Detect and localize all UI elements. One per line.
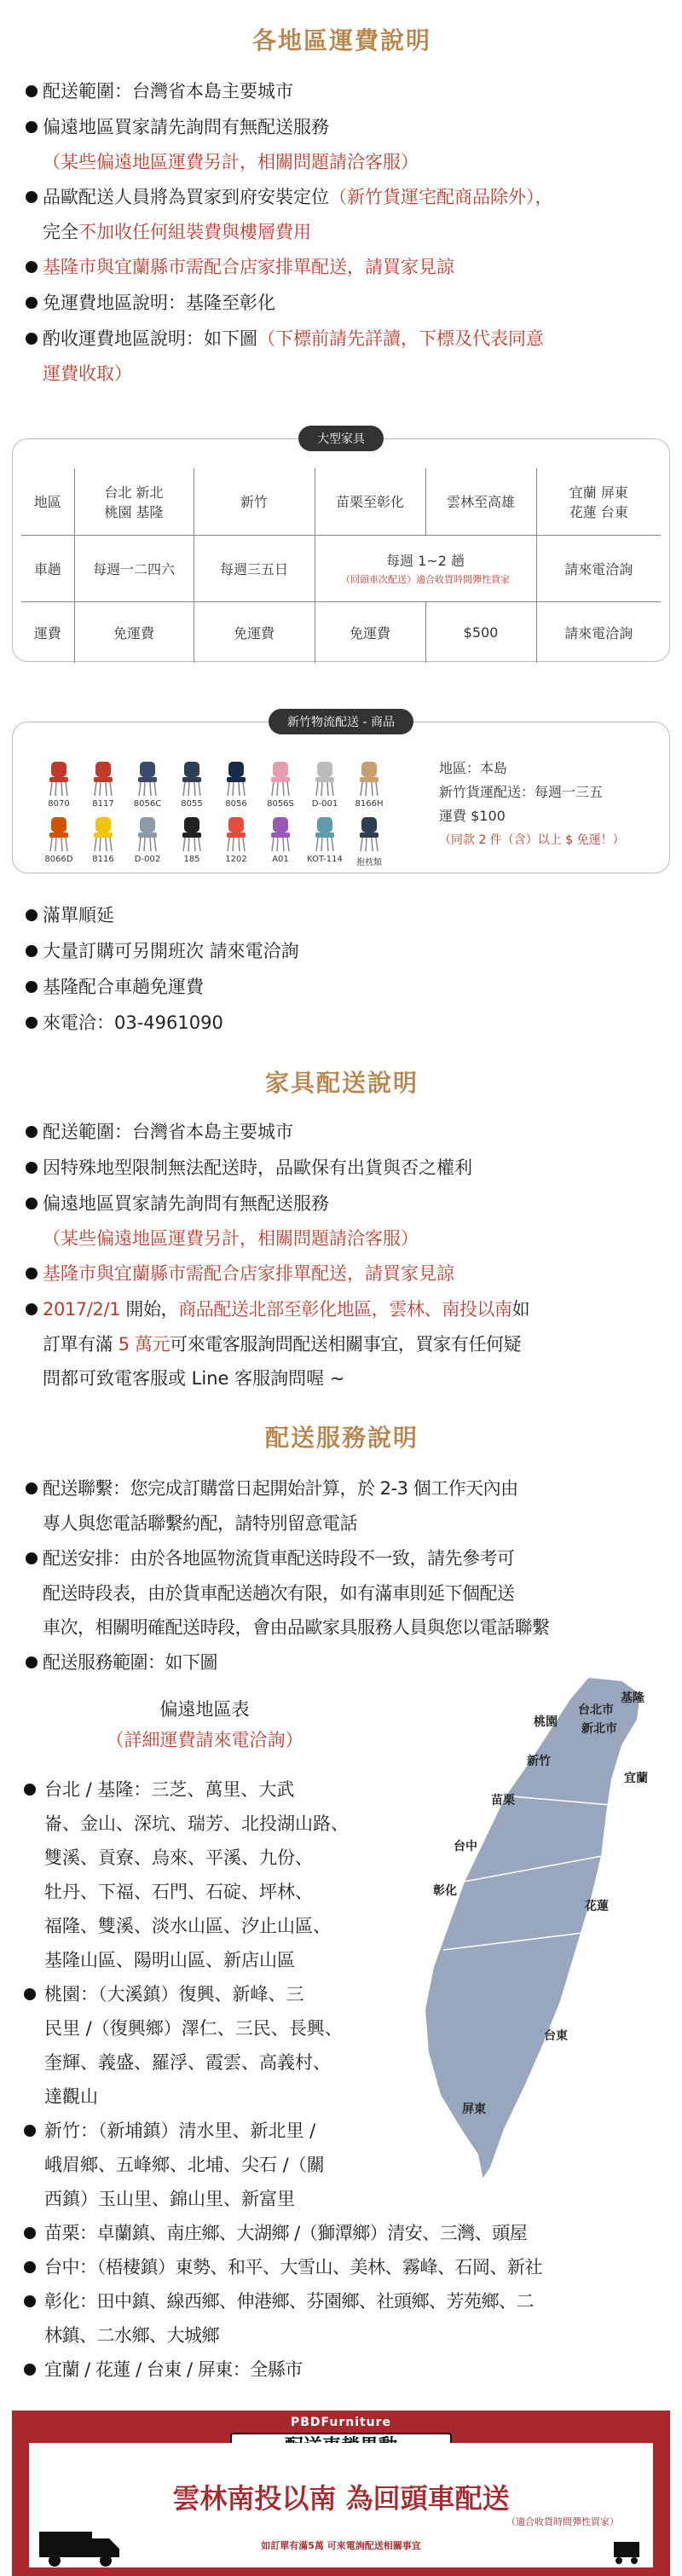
chair-icon (223, 760, 249, 798)
chair-code: 8070 (48, 799, 70, 809)
service-section (22, 1419, 662, 1680)
large-furniture-pill: 大型家具 (298, 426, 384, 451)
chair-code: 8116 (92, 855, 114, 864)
map-label-changhua: 彰化 (433, 1884, 457, 1898)
fd-item-terrain: 因特殊地型限制無法配送時，品歐保有出貨與否之權利 (22, 1150, 662, 1186)
charged-text-red: （下標前請先詳讀，下標及代表同意 (257, 328, 544, 349)
remote-taoyuan-line1: 桃園：（大溪鎮）復興、新峰、三 (22, 1977, 423, 2011)
fee-table-fees (21, 601, 661, 663)
header-miaoli: 苗栗至彰化 (315, 468, 425, 535)
map-label-hsinchu: 新竹 (527, 1755, 551, 1768)
chair-item (258, 815, 303, 867)
chair-code: 8117 (92, 799, 114, 809)
fee-table (21, 468, 661, 663)
chair-code: 抱枕類 (356, 858, 382, 867)
remote-taichung: 台中：（梧棲鎮）東勢、和平、大雪山、美林、霧峰、石岡、新社 (22, 2250, 662, 2284)
chair-item (214, 760, 258, 809)
fee-miaoli: 免運費 (315, 601, 425, 663)
misc-list (22, 897, 662, 1041)
chair-icon (312, 815, 338, 853)
remote-taipei-line4: 牡丹、下福、石門、石碇、坪林、 (44, 1882, 313, 1902)
service-item-contact: 配送聯繫：您完成訂購當日起開始計算，於 2-3 個工作天內由 (22, 1471, 662, 1506)
chair-item (303, 815, 347, 867)
fd-item-range: 配送範圍：台灣省本島主要城市 (22, 1114, 662, 1150)
chair-icon (179, 815, 205, 853)
fd-south: 商品配送北部至彰化地區，雲林、南投以南 (178, 1299, 512, 1320)
chair-item (125, 815, 170, 867)
shipping-section (22, 22, 662, 391)
chair-icon (46, 760, 72, 798)
chair-code: 185 (183, 855, 200, 864)
remote-changhua: 彰化：田中鎮、線西鄉、伸港鄉、芬園鄉、社頭鄉、芳苑鄉、二 (22, 2284, 662, 2318)
chair-item (214, 815, 258, 867)
banner-main: 雲林南投以南 為回頭車配送 (172, 2482, 510, 2515)
chair-item (37, 815, 81, 867)
chair-icon (268, 760, 293, 798)
hsinchu-schedule: 新竹貨運配送：每週一三五 (439, 784, 604, 800)
hsinchu-info (439, 757, 625, 852)
shipping-item-free: 免運費地區說明：基隆至彰化 (22, 285, 662, 321)
fd-item-keelung: 基隆市與宜蘭縣市需配合店家排單配送，請買家見諒 (22, 1256, 662, 1291)
shipping-item-charged (22, 321, 662, 357)
fee-table-trips (21, 535, 661, 601)
service-item-range: 配送服務範圍：如下圖 (22, 1645, 662, 1680)
banner-note: （適合收貨時間彈性買家） (506, 2516, 619, 2527)
shipping-item-remote-note: （某些偏遠地區運費另計，相關問題請洽客服） (43, 152, 419, 172)
banner-foot: 如訂單有滿5萬 可來電詢配送相關事宜 (261, 2540, 421, 2551)
service-list (22, 1471, 662, 1680)
chair-icon (135, 760, 160, 798)
furniture-delivery-title: 家具配送說明 (264, 1069, 419, 1097)
misc-item-keelung: 基隆配合車趟免運費 (22, 969, 662, 1005)
map-label-taoyuan: 桃園 (534, 1715, 558, 1729)
chair-item (170, 760, 214, 809)
shipping-title: 各地區運費說明 (251, 26, 431, 55)
shipping-list (22, 73, 662, 391)
chair-grid (37, 760, 403, 867)
fee-label: 運費 (21, 601, 74, 663)
fd-item-remote: 偏遠地區買家請先詢問有無配送服務 (22, 1186, 662, 1221)
fee-hsinchu: 免運費 (194, 601, 315, 663)
remote-taipei-line5: 福隆、雙溪、淡水山區、汐止山區、 (44, 1916, 331, 1936)
trips-north: 每週一二四六 (74, 535, 194, 601)
truck-icon (38, 2525, 123, 2567)
banner-inner (29, 2443, 653, 2567)
shipping-item-range: 配送範圍：台灣省本島主要城市 (22, 73, 662, 109)
chair-item (303, 760, 347, 809)
chair-item (81, 815, 125, 867)
remote-taipei-line2: 崙、金山、深坑、瑞芳、北投湖山路、 (44, 1813, 349, 1834)
delivery-change-banner (12, 2411, 670, 2576)
trips-label: 車趟 (21, 535, 74, 601)
chair-icon (312, 760, 338, 798)
fd-item-2017 (22, 1291, 662, 1327)
chair-item (81, 760, 125, 809)
fd-start: 開始， (120, 1299, 179, 1320)
hsinchu-fee: 運費 $100 (439, 808, 506, 824)
shipping-item-keelung: 基隆市與宜蘭縣市需配合店家排單配送，請買家見諒 (22, 249, 662, 285)
chair-icon (179, 760, 205, 798)
chair-item (347, 815, 391, 867)
remote-miaoli: 苗栗：卓蘭鎮、南庄鄉、大湖鄉 /（獅潭鄉）清安、三灣、頭屋 (22, 2216, 662, 2250)
chair-icon (268, 815, 293, 853)
chair-item (125, 760, 170, 809)
chair-item (347, 760, 391, 809)
fd-line2-post: 可來電客服詢問配送相關事宜，買家有任何疑 (170, 1334, 522, 1355)
chair-code: 8056S (267, 799, 294, 809)
chair-code: D-001 (311, 799, 338, 809)
map-label-taichung: 台中 (454, 1840, 477, 1854)
taiwan-map (409, 1668, 665, 2197)
shipping-item-remote: 偏遠地區買家請先詢問有無配送服務 (22, 109, 662, 145)
map-label-taitung: 台東 (544, 2029, 568, 2043)
fee-yunlin: $500 (425, 601, 536, 663)
hsinchu-panel (12, 716, 670, 873)
chair-code: 8056C (133, 799, 162, 809)
banner-brand: PBDFurniture (290, 2416, 392, 2429)
remote-subtitle: （詳細運費請來電洽詢） (106, 1730, 303, 1750)
map-label-miaoli: 苗栗 (491, 1794, 515, 1807)
chair-code: 1202 (225, 855, 247, 864)
chair-code: A01 (272, 855, 289, 864)
misc-item-delay: 滿單順延 (22, 897, 662, 933)
fd-item-remote-note: （某些偏遠地區運費另計，相關問題請洽客服） (43, 1228, 419, 1249)
remote-block-taipei (22, 1772, 423, 1977)
shipping-item-install (22, 179, 662, 215)
chair-code: 8055 (181, 799, 203, 809)
remote-taoyuan-line2: 民里 /（復興鄉）澤仁、三民、長興、 (44, 2018, 343, 2039)
map-label-pingtung: 屏東 (462, 2103, 486, 2116)
service-item-arrange-note2: 車次，相關明確配送時段，會由品歐家具服務人員與您以電話聯繫 (43, 1617, 550, 1638)
remote-hsinchu-line3: 西鎮）玉山里、錦山里、新富里 (44, 2189, 295, 2209)
header-hsinchu: 新竹 (194, 468, 315, 535)
remote-taoyuan-line4: 達觀山 (44, 2086, 98, 2107)
chair-code: 8056 (225, 799, 247, 809)
header-yunlin: 雲林至高雄 (425, 468, 536, 535)
misc-item-bulk: 大量訂購可另開班次 請來電洽詢 (22, 933, 662, 969)
chair-code: D-002 (134, 855, 161, 864)
remote-list (22, 1772, 423, 2216)
trips-central (315, 535, 536, 601)
remote-block-hsinchu (22, 2114, 423, 2216)
remote-taoyuan-line3: 奎輝、義盛、羅浮、霞雲、高義村、 (44, 2052, 331, 2073)
remote-title: 偏遠地區表 (159, 1699, 250, 1720)
misc-item-phone: 來電洽：03-4961090 (22, 1005, 662, 1041)
map-label-hualien: 花蓮 (585, 1900, 609, 1913)
map-label-newtaipei: 新北市 (581, 1722, 617, 1736)
service-item-arrange-note: 配送時段表，由於貨車配送趟次有限，如有滿車則延下個配送 (43, 1583, 515, 1604)
fd-date: 2017/2/1 (43, 1299, 121, 1320)
chair-code: 8166H (355, 799, 384, 809)
chair-icon (223, 815, 249, 853)
furniture-delivery-list (22, 1114, 662, 1395)
remote-list-wide (22, 2216, 662, 2387)
fd-item-2017-line3: 問都可致電客服或 Line 客服詢問喔 ~ (43, 1368, 345, 1389)
chair-icon (90, 815, 116, 853)
remote-hsinchu-line1: 新竹：（新埔鎮）清水里、新北里 / (22, 2114, 423, 2148)
trips-east: 請來電洽詢 (536, 535, 661, 601)
remote-taipei-line1: 台北 / 基隆：三芝、萬里、大武 (22, 1772, 423, 1807)
taiwan-map-shape (409, 1668, 665, 2197)
install-sub: 完全 (43, 222, 78, 242)
chair-code: KOT-114 (307, 855, 343, 864)
chair-icon (356, 760, 382, 798)
chair-code: 8066D (44, 855, 73, 864)
hsinchu-pill: 新竹物流配送 - 商品 (269, 709, 413, 734)
fd-tail: 如 (512, 1299, 530, 1320)
header-region: 地區 (21, 468, 74, 535)
remote-hsinchu-line2: 峨眉鄉、五峰鄉、北埔、尖石 /（關 (44, 2155, 325, 2175)
chair-icon (356, 815, 382, 853)
remote-header (34, 1694, 375, 1755)
chair-item (170, 815, 214, 867)
map-label-keelung: 基隆 (621, 1691, 644, 1705)
map-label-yilan: 宜蘭 (624, 1772, 648, 1785)
service-item-arrange: 配送安排：由於各地區物流貨車配送時段不一致，請先參考可 (22, 1540, 662, 1576)
install-text: 品歐配送人員將為買家到府安裝定位 (43, 187, 329, 207)
chair-icon (90, 760, 116, 798)
cart-icon (610, 2537, 644, 2566)
install-sub-red: 不加收任何組裝費與樓層費用 (78, 222, 311, 242)
service-title: 配送服務說明 (264, 1424, 419, 1452)
fd-item-2017-line2 (22, 1327, 662, 1361)
chair-item (258, 760, 303, 809)
trips-central-note: （回頭車次配送）適合收貨時間彈性買家 (341, 574, 510, 585)
map-label-taipei: 台北市 (578, 1703, 614, 1717)
fee-east: 請來電洽詢 (564, 624, 633, 641)
install-text-red: （新竹貨運宅配商品除外）， (329, 187, 553, 207)
fee-north: 免運費 (74, 601, 194, 663)
shipping-item-charged-note: 運費收取） (43, 363, 132, 384)
fd-line2-pre: 訂單有滿 (43, 1334, 118, 1355)
remote-changhua-line2: 林鎮、二水鄉、大城鄉 (44, 2325, 219, 2346)
fd-line2-red: 5 萬元 (118, 1334, 170, 1355)
hsinchu-region: 地區：本島 (439, 760, 508, 776)
header-east: 宜蘭 屏東 花蓮 台東 (536, 468, 661, 535)
shipping-item-install-note (22, 215, 662, 249)
remote-taipei-line6: 基隆山區、陽明山區、新店山區 (44, 1950, 295, 1970)
hsinchu-free-note: （同款 2 件（含）以上 $ 免運！） (439, 833, 625, 847)
remote-east: 宜蘭 / 花蓮 / 台東 / 屏東：全縣市 (22, 2353, 662, 2387)
chair-item (37, 760, 81, 809)
chair-icon (135, 815, 160, 853)
fee-table-header (21, 468, 661, 535)
trips-central-text: 每週 1~2 趟 (386, 553, 465, 569)
furniture-delivery-section (22, 1065, 662, 1395)
header-north: 台北 新北 桃園 基隆 (74, 468, 194, 535)
large-furniture-panel (12, 432, 670, 662)
remote-taipei-line3: 雙溪、貢寮、烏來、平溪、九份、 (44, 1848, 313, 1868)
service-item-contact-note: 專人與您電話聯繫約配，請特別留意電話 (43, 1513, 357, 1534)
trips-hsinchu: 每週三五日 (194, 535, 315, 601)
chair-icon (46, 815, 72, 853)
charged-text: 酌收運費地區說明：如下圖 (43, 328, 257, 349)
remote-block-taoyuan (22, 1977, 423, 2114)
